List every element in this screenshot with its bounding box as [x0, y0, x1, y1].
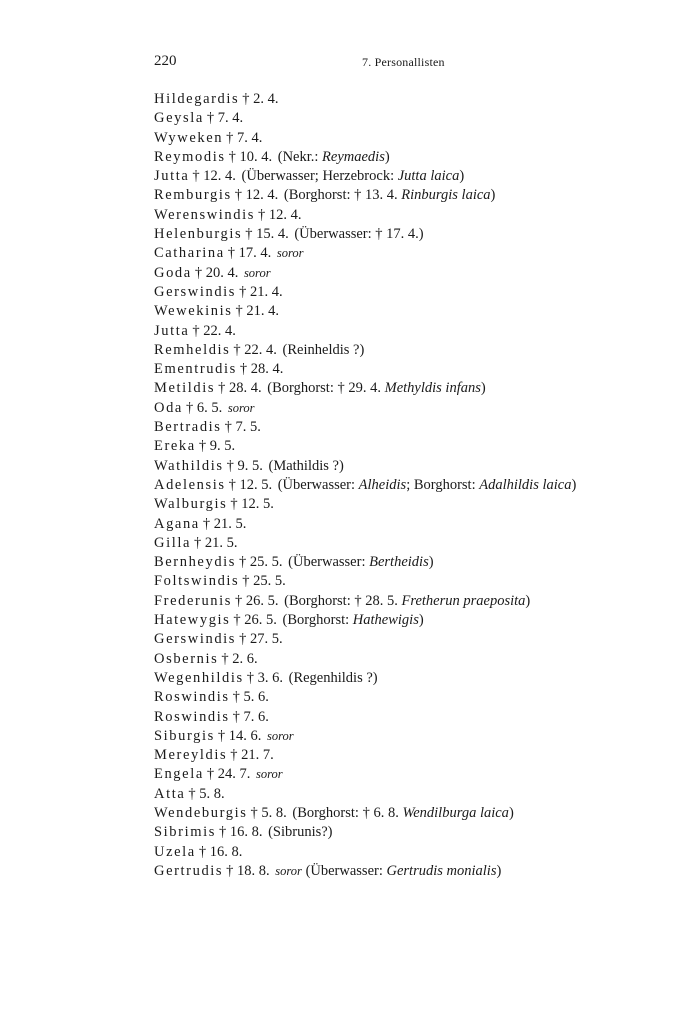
entry-status: soror: [255, 767, 283, 782]
entry-name: Ereka: [154, 438, 196, 455]
entry-note: ): [490, 187, 496, 204]
list-item: [154, 592, 654, 611]
entry-death-date: † 26. 5.: [235, 592, 279, 609]
list-item: [154, 302, 654, 321]
entry-name: Bernheydis: [154, 554, 237, 571]
list-item: [154, 341, 654, 360]
list-item: [154, 167, 654, 186]
entry-note: (Überwasser:: [274, 476, 359, 493]
entry-death-date: † 17. 4.: [227, 245, 272, 262]
entry-name: Siburgis: [154, 727, 215, 744]
entry-death-date: † 3. 6.: [246, 669, 283, 686]
list-item: [154, 688, 654, 707]
entry-note: (Nekr.:: [274, 148, 323, 165]
list-item: [154, 804, 654, 823]
entry-name: Wathildis: [154, 457, 224, 474]
entry-name: Roswindis: [154, 689, 230, 706]
entry-note: (Sibrunis?): [264, 824, 333, 841]
entry-death-date: † 2. 6.: [221, 650, 258, 667]
list-item: [154, 206, 654, 225]
entry-variant-name: Fretherun praeposita: [401, 592, 526, 609]
entry-death-date: † 21. 5.: [194, 534, 238, 551]
page-number: 220: [154, 53, 177, 69]
list-item: [154, 379, 654, 398]
entry-note: (Überwasser:: [284, 554, 370, 571]
entry-variant-name: Rinburgis laica: [401, 187, 491, 204]
entry-note: ): [480, 380, 486, 397]
entry-note: ): [384, 148, 390, 165]
entry-name: Sibrimis: [154, 824, 216, 841]
list-item: [154, 862, 654, 881]
entry-name: Gertrudis: [154, 862, 224, 879]
entry-note: ): [459, 168, 465, 185]
entry-name: Wendeburgis: [154, 804, 248, 821]
list-item: [154, 765, 654, 784]
entry-death-date: † 18. 8.: [226, 862, 270, 879]
entry-death-date: † 12. 4.: [258, 206, 302, 223]
entry-death-date: † 26. 5.: [233, 612, 277, 629]
entry-note: (Borghorst: † 29. 4.: [263, 380, 385, 397]
personnel-list: [154, 90, 654, 881]
entry-variant-name: Wendilburga laica: [402, 804, 509, 821]
list-item: [154, 283, 654, 302]
entry-variant-name: Hathewigis: [352, 612, 419, 629]
list-item: [154, 630, 654, 649]
entry-name: Frederunis: [154, 592, 233, 609]
entry-note: ): [428, 554, 434, 571]
running-head: 7. Personallisten: [362, 55, 445, 69]
entry-name: Atta: [154, 785, 186, 802]
list-item: [154, 727, 654, 746]
entry-death-date: † 7. 4.: [206, 110, 244, 127]
list-item: [154, 843, 654, 862]
entry-death-date: † 9. 5.: [198, 438, 236, 455]
entry-death-date: † 5. 8.: [250, 804, 287, 821]
entry-name: Hildegardis: [154, 91, 240, 107]
entry-note: (Borghorst: † 28. 5.: [280, 592, 402, 609]
entry-death-date: † 28. 4.: [239, 361, 284, 378]
entry-death-date: † 5. 6.: [232, 689, 269, 706]
entry-name: Roswindis: [154, 708, 230, 725]
entry-death-date: † 27. 5.: [239, 631, 283, 648]
entry-name: Remburgis: [154, 187, 232, 204]
entry-death-date: † 10. 4.: [228, 148, 273, 165]
entry-death-date: † 14. 6.: [217, 727, 262, 744]
entry-note: (Borghorst: † 13. 4.: [280, 187, 402, 204]
entry-status: soror: [227, 400, 255, 415]
entry-name: Catharina: [154, 245, 225, 262]
entry-name: Wewekinis: [154, 303, 233, 320]
entry-name: Gerswindis: [154, 283, 237, 300]
entry-variant-name: Reymaedis: [322, 148, 385, 165]
entry-name: Engela: [154, 766, 204, 783]
list-item: [154, 669, 654, 688]
list-item: [154, 746, 654, 765]
list-item: [154, 611, 654, 630]
entry-name: Osbernis: [154, 650, 219, 667]
entry-name: Foltswindis: [154, 573, 240, 590]
entry-status: soror: [267, 728, 294, 743]
entry-death-date: † 6. 5.: [185, 399, 223, 416]
list-item: [154, 186, 654, 205]
entry-death-date: † 24. 7.: [206, 766, 251, 783]
entry-death-date: † 25. 5.: [239, 554, 283, 571]
list-item: [154, 495, 654, 514]
entry-name: Walburgis: [154, 496, 228, 513]
entry-death-date: † 12. 4.: [192, 168, 236, 185]
entry-name: Adelensis: [154, 476, 226, 493]
entry-name: Agana: [154, 515, 200, 532]
entry-death-date: † 15. 4.: [245, 226, 289, 243]
list-item: [154, 437, 654, 456]
entry-death-date: † 12. 4.: [234, 187, 279, 204]
entry-death-date: † 25. 5.: [242, 573, 286, 590]
list-item: [154, 129, 654, 148]
list-item: [154, 515, 654, 534]
entry-death-date: † 21. 4.: [235, 303, 279, 320]
list-item: [154, 90, 654, 109]
list-item: [154, 399, 654, 418]
entry-note: ): [496, 862, 502, 879]
entry-name: Metildis: [154, 380, 216, 397]
entry-name: Jutta: [154, 168, 190, 185]
entry-status: soror: [275, 863, 302, 878]
entry-note: (Mathildis ?): [264, 457, 344, 474]
entry-death-date: † 7. 4.: [226, 129, 263, 146]
entry-death-date: † 7. 5.: [224, 419, 261, 436]
entry-note: ): [418, 612, 424, 629]
entry-variant-name: Bertheidis: [369, 554, 429, 571]
entry-name: Helenburgis: [154, 226, 243, 243]
list-item: [154, 264, 654, 283]
entry-death-date: † 22. 4.: [192, 322, 236, 339]
entry-name: Gerswindis: [154, 631, 237, 648]
entry-death-date: † 20. 4.: [194, 264, 239, 281]
entry-note: (Borghorst: † 6. 8.: [288, 804, 403, 821]
entry-death-date: † 21. 7.: [230, 747, 274, 764]
entry-note: (Regenhildis ?): [284, 669, 378, 686]
list-item: [154, 457, 654, 476]
list-item: [154, 823, 654, 842]
entry-variant-name: Gertrudis monialis: [386, 862, 497, 879]
entry-death-date: † 21. 5.: [202, 515, 247, 532]
entry-name: Hatewygis: [154, 612, 231, 629]
list-item: [154, 650, 654, 669]
entry-death-date: † 16. 8.: [198, 843, 243, 860]
list-item: [154, 244, 654, 263]
entry-death-date: † 7. 6.: [232, 708, 269, 725]
entry-name: Wegenhildis: [154, 669, 244, 686]
entry-death-date: † 5. 8.: [188, 785, 225, 802]
list-item: [154, 553, 654, 572]
list-item: [154, 360, 654, 379]
entry-variant-name: Adalhildis laica: [479, 476, 572, 493]
entry-death-date: † 9. 5.: [226, 457, 263, 474]
entry-note: (Reinheldis ?): [278, 341, 365, 358]
list-item: [154, 708, 654, 727]
list-item: [154, 109, 654, 128]
entry-status: soror: [276, 246, 304, 261]
entry-note: (Überwasser:: [301, 862, 387, 879]
list-item: [154, 322, 654, 341]
entry-death-date: † 22. 4.: [233, 341, 277, 358]
entry-note: ): [508, 804, 514, 821]
entry-name: Uzela: [154, 843, 196, 860]
entry-death-date: † 21. 4.: [239, 283, 283, 300]
entry-name: Bertradis: [154, 419, 222, 436]
entry-name: Ementrudis: [154, 361, 237, 378]
list-item: [154, 418, 654, 437]
list-item: [154, 476, 654, 495]
entry-name: Wyweken: [154, 129, 224, 146]
entry-death-date: † 28. 4.: [218, 380, 262, 397]
entry-note: ): [525, 592, 531, 609]
entry-name: Mereyldis: [154, 747, 228, 764]
entry-status: soror: [243, 265, 271, 280]
list-item: [154, 572, 654, 591]
entry-death-date: † 16. 8.: [218, 824, 263, 841]
entry-death-date: † 12. 5.: [228, 476, 273, 493]
list-item: [154, 534, 654, 553]
entry-note: (Überwasser: † 17. 4.): [290, 226, 424, 243]
entry-name: Geysla: [154, 110, 204, 127]
entry-note: ; Borghorst:: [406, 476, 480, 493]
entry-name: Werenswindis: [154, 206, 255, 223]
entry-note: (Überwasser; Herzebrock:: [237, 168, 398, 185]
entry-name: Reymodis: [154, 148, 226, 165]
list-item: [154, 148, 654, 167]
entry-death-date: † 2. 4.: [242, 91, 279, 107]
list-item: [154, 785, 654, 804]
entry-death-date: † 12. 5.: [230, 496, 274, 513]
entry-variant-name: Jutta laica: [397, 168, 460, 185]
entry-name: Goda: [154, 264, 192, 281]
entry-variant-name: Alheidis: [358, 476, 407, 493]
entry-note: (Borghorst:: [278, 612, 353, 629]
entry-name: Oda: [154, 399, 183, 416]
list-item: [154, 225, 654, 244]
entry-variant-name: Methyldis infans: [384, 380, 481, 397]
entry-name: Gilla: [154, 534, 191, 551]
entry-name: Remheldis: [154, 341, 231, 358]
entry-note: ): [571, 476, 577, 493]
entry-name: Jutta: [154, 322, 190, 339]
